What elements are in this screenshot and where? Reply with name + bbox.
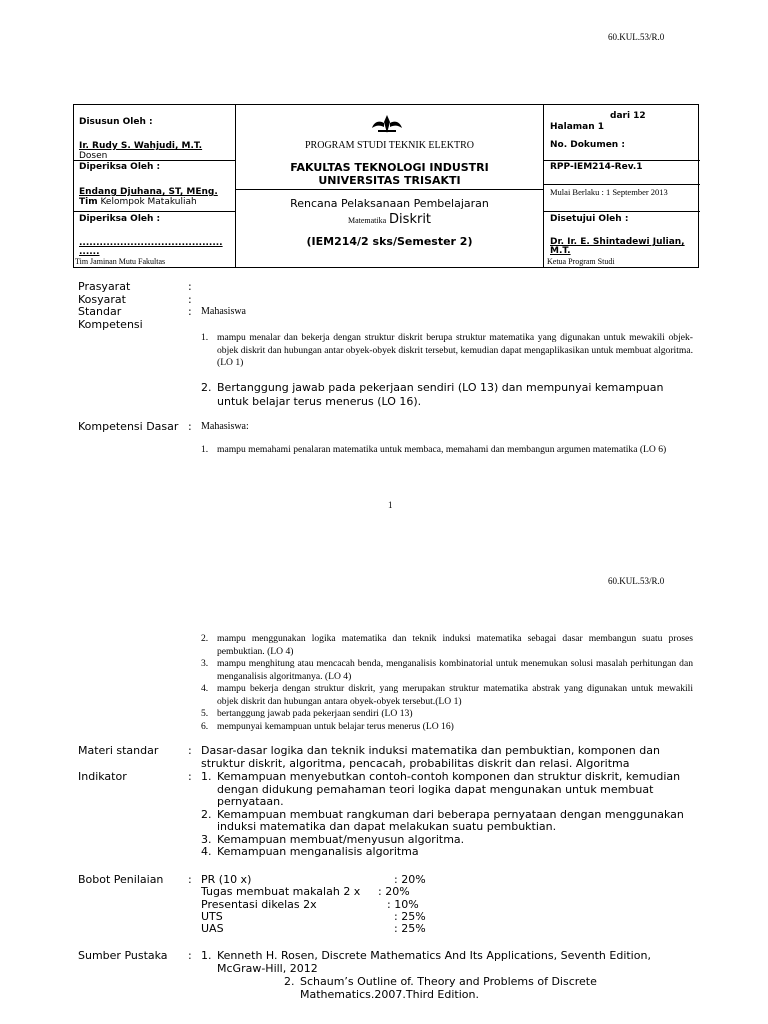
colon: : (188, 280, 192, 293)
university-logo-icon (370, 113, 404, 135)
page-current: Halaman 1 (550, 122, 605, 132)
diperiksa-label-1: Diperiksa Oleh : (79, 162, 161, 172)
document-code: 60.KUL.53/R.0 (608, 32, 665, 42)
list-item: 3. Kemampuan membuat/menyusun algoritma. (201, 832, 465, 846)
approver-role: Ketua Program Studi (547, 257, 615, 266)
standar-value: Mahasiswa (201, 306, 246, 317)
university-name: UNIVERSITAS TRISAKTI (318, 174, 461, 187)
kompetensi-dasar-label: Kompetensi Dasar (78, 420, 179, 433)
plan-title: Rencana Pelaksanaan Pembelajaran (290, 197, 489, 210)
indikator-list (201, 771, 686, 859)
effective-date: Mulai Berlaku : 1 September 2013 (550, 187, 668, 197)
standar-list (201, 332, 693, 409)
sumber-pustaka-label: Sumber Pustaka (78, 949, 168, 962)
document-number-label: No. Dokumen : (550, 140, 625, 150)
diperiksa-role-1: Tim Kelompok Matakuliah (79, 197, 197, 207)
kompetensi-dasar-list (201, 444, 693, 457)
kompetensi-label: Kompetensi (78, 318, 143, 331)
course-code: (IEM214/2 sks/Semester 2) (306, 235, 473, 248)
diperiksa-label-2: Diperiksa Oleh : (79, 214, 161, 224)
diperiksa-dots-1: .......................................... (79, 238, 223, 248)
reference-2: 2. Schaum’s Outline of. Theory and Problems of Discrete Mathematics.2007.Third Edition. (284, 975, 597, 1001)
header-table (73, 104, 699, 268)
reference-1: 1. Kenneth H. Rosen, Discrete Mathematics And Its Applications, Seventh Edition, McGraw-Hill, 2012 (201, 949, 651, 975)
diperiksa-dots-2: ...... (79, 247, 100, 257)
prasyarat-label: Prasyarat (78, 280, 131, 293)
approver-name-1: Dr. Ir. E. Shintadewi Julian, (550, 237, 685, 247)
colon: : (188, 949, 192, 962)
list-item: 2. Bertanggung jawab pada pekerjaan sendiri (LO 13) dan mempunyai kemampuan untuk belajar terus menerus (LO 16). (201, 380, 664, 408)
materi-standar-label: Materi standar (78, 744, 159, 757)
list-item: 4. mampu bekerja dengan struktur diskrit, yang merupakan struktur matematika abstrak yang digunakan untuk mewakili objek diskrit dan hubungan antara obyek-obyek tersebut.(LO 1) (201, 683, 693, 707)
bobot-list (201, 874, 441, 935)
course-title: Matematika Diskrit (347, 212, 432, 227)
page-total: dari 12 (610, 111, 646, 121)
list-item: 1. Kemampuan menyebutkan contoh-contoh komponen dan struktur diskrit, kemudian dengan didukung pemahaman teori logika dapat mengunakan untuk membuat pernyataan. (201, 770, 681, 808)
rpp-code: RPP-IEM214-Rev.1 (550, 162, 643, 172)
list-item: 3. mampu menghitung atau mencacah benda, menganalisis kombinatorial untuk menemukan solusi masalah perhitungan dan menganalisis algoritmanya. (LO 4) (201, 658, 693, 682)
diperiksa-role-2: Tim Jaminan Mutu Fakultas (75, 257, 166, 266)
list-item: 2. Kemampuan membuat rangkuman dari beberapa pernyataan dengan menggunakan induksi matematika dan dapat melakukan suatu pembuktian. (201, 807, 684, 833)
colon: : (188, 744, 192, 757)
list-item: 1. mampu menalar dan bekerja dengan struktur diskrit berupa struktur matematika yang digunakan untuk mewakili objek-objek diskrit dan hubungan antar obyek-obyek diskrit tersebut, kemudian dapat mengaplikasikan untuk membuat algoritma. (LO 1) (201, 332, 693, 368)
bobot-row: UAS : 25% (201, 922, 426, 936)
bobot-row: Presentasi dikelas 2x : 10% (201, 897, 419, 911)
list-item: 1. mampu memahami penalaran matematika untuk membaca, memahami dan membangun argumen matematika (LO 6) (201, 444, 667, 455)
faculty-name: FAKULTAS TEKNOLOGI INDUSTRI (290, 161, 489, 174)
list-item: 4. Kemampuan menganalisis algoritma (201, 845, 419, 858)
indikator-label: Indikator (78, 770, 127, 783)
standar-label: Standar (78, 305, 122, 318)
disusun-name: Ir. Rudy S. Wahjudi, M.T. (79, 141, 203, 151)
bobot-row: Tugas membuat makalah 2 x : 20% (201, 885, 410, 899)
colon: : (188, 873, 192, 886)
list-item: 6. mempunyai kemampuan untuk belajar terus menerus (LO 16) (201, 720, 454, 732)
kosyarat-label: Kosyarat (78, 293, 126, 306)
colon: : (188, 305, 192, 318)
kompetensi-dasar-list-continued (201, 633, 693, 733)
bobot-row: UTS : 25% (201, 909, 426, 923)
list-item: 5. bertanggung jawab pada pekerjaan sendiri (LO 13) (201, 708, 413, 719)
approved-label: Disetujui Oleh : (550, 214, 629, 224)
page-number: 1 (388, 500, 393, 510)
bobot-penilaian-label: Bobot Penilaian (78, 873, 164, 886)
disusun-role: Dosen (79, 151, 108, 161)
kompetensi-dasar-value: Mahasiswa: (201, 421, 249, 432)
materi-standar-value: Dasar-dasar logika dan teknik induksi matematika dan pembuktian, komponen dan struktur diskrit, algoritma, pencacah, probabilitas diskrit dan relasi. Algoritma (201, 744, 660, 770)
approver-name-2: M.T. (550, 246, 571, 256)
disusun-label: Disusun Oleh : (79, 117, 153, 127)
colon: : (188, 420, 192, 433)
diperiksa-name-1: Endang Djuhana, ST, MEng. (79, 187, 218, 197)
colon: : (188, 770, 192, 783)
list-item: 2. mampu menggunakan logika matematika dan teknik induksi matematika sebagai dasar membangun suatu proses pembuktian. (LO 4) (201, 633, 693, 657)
bobot-row: PR (10 x) : 20% (201, 873, 426, 886)
program-name: PROGRAM STUDI TEKNIK ELEKTRO (305, 140, 474, 151)
colon: : (188, 293, 192, 306)
document-code: 60.KUL.53/R.0 (608, 576, 665, 586)
